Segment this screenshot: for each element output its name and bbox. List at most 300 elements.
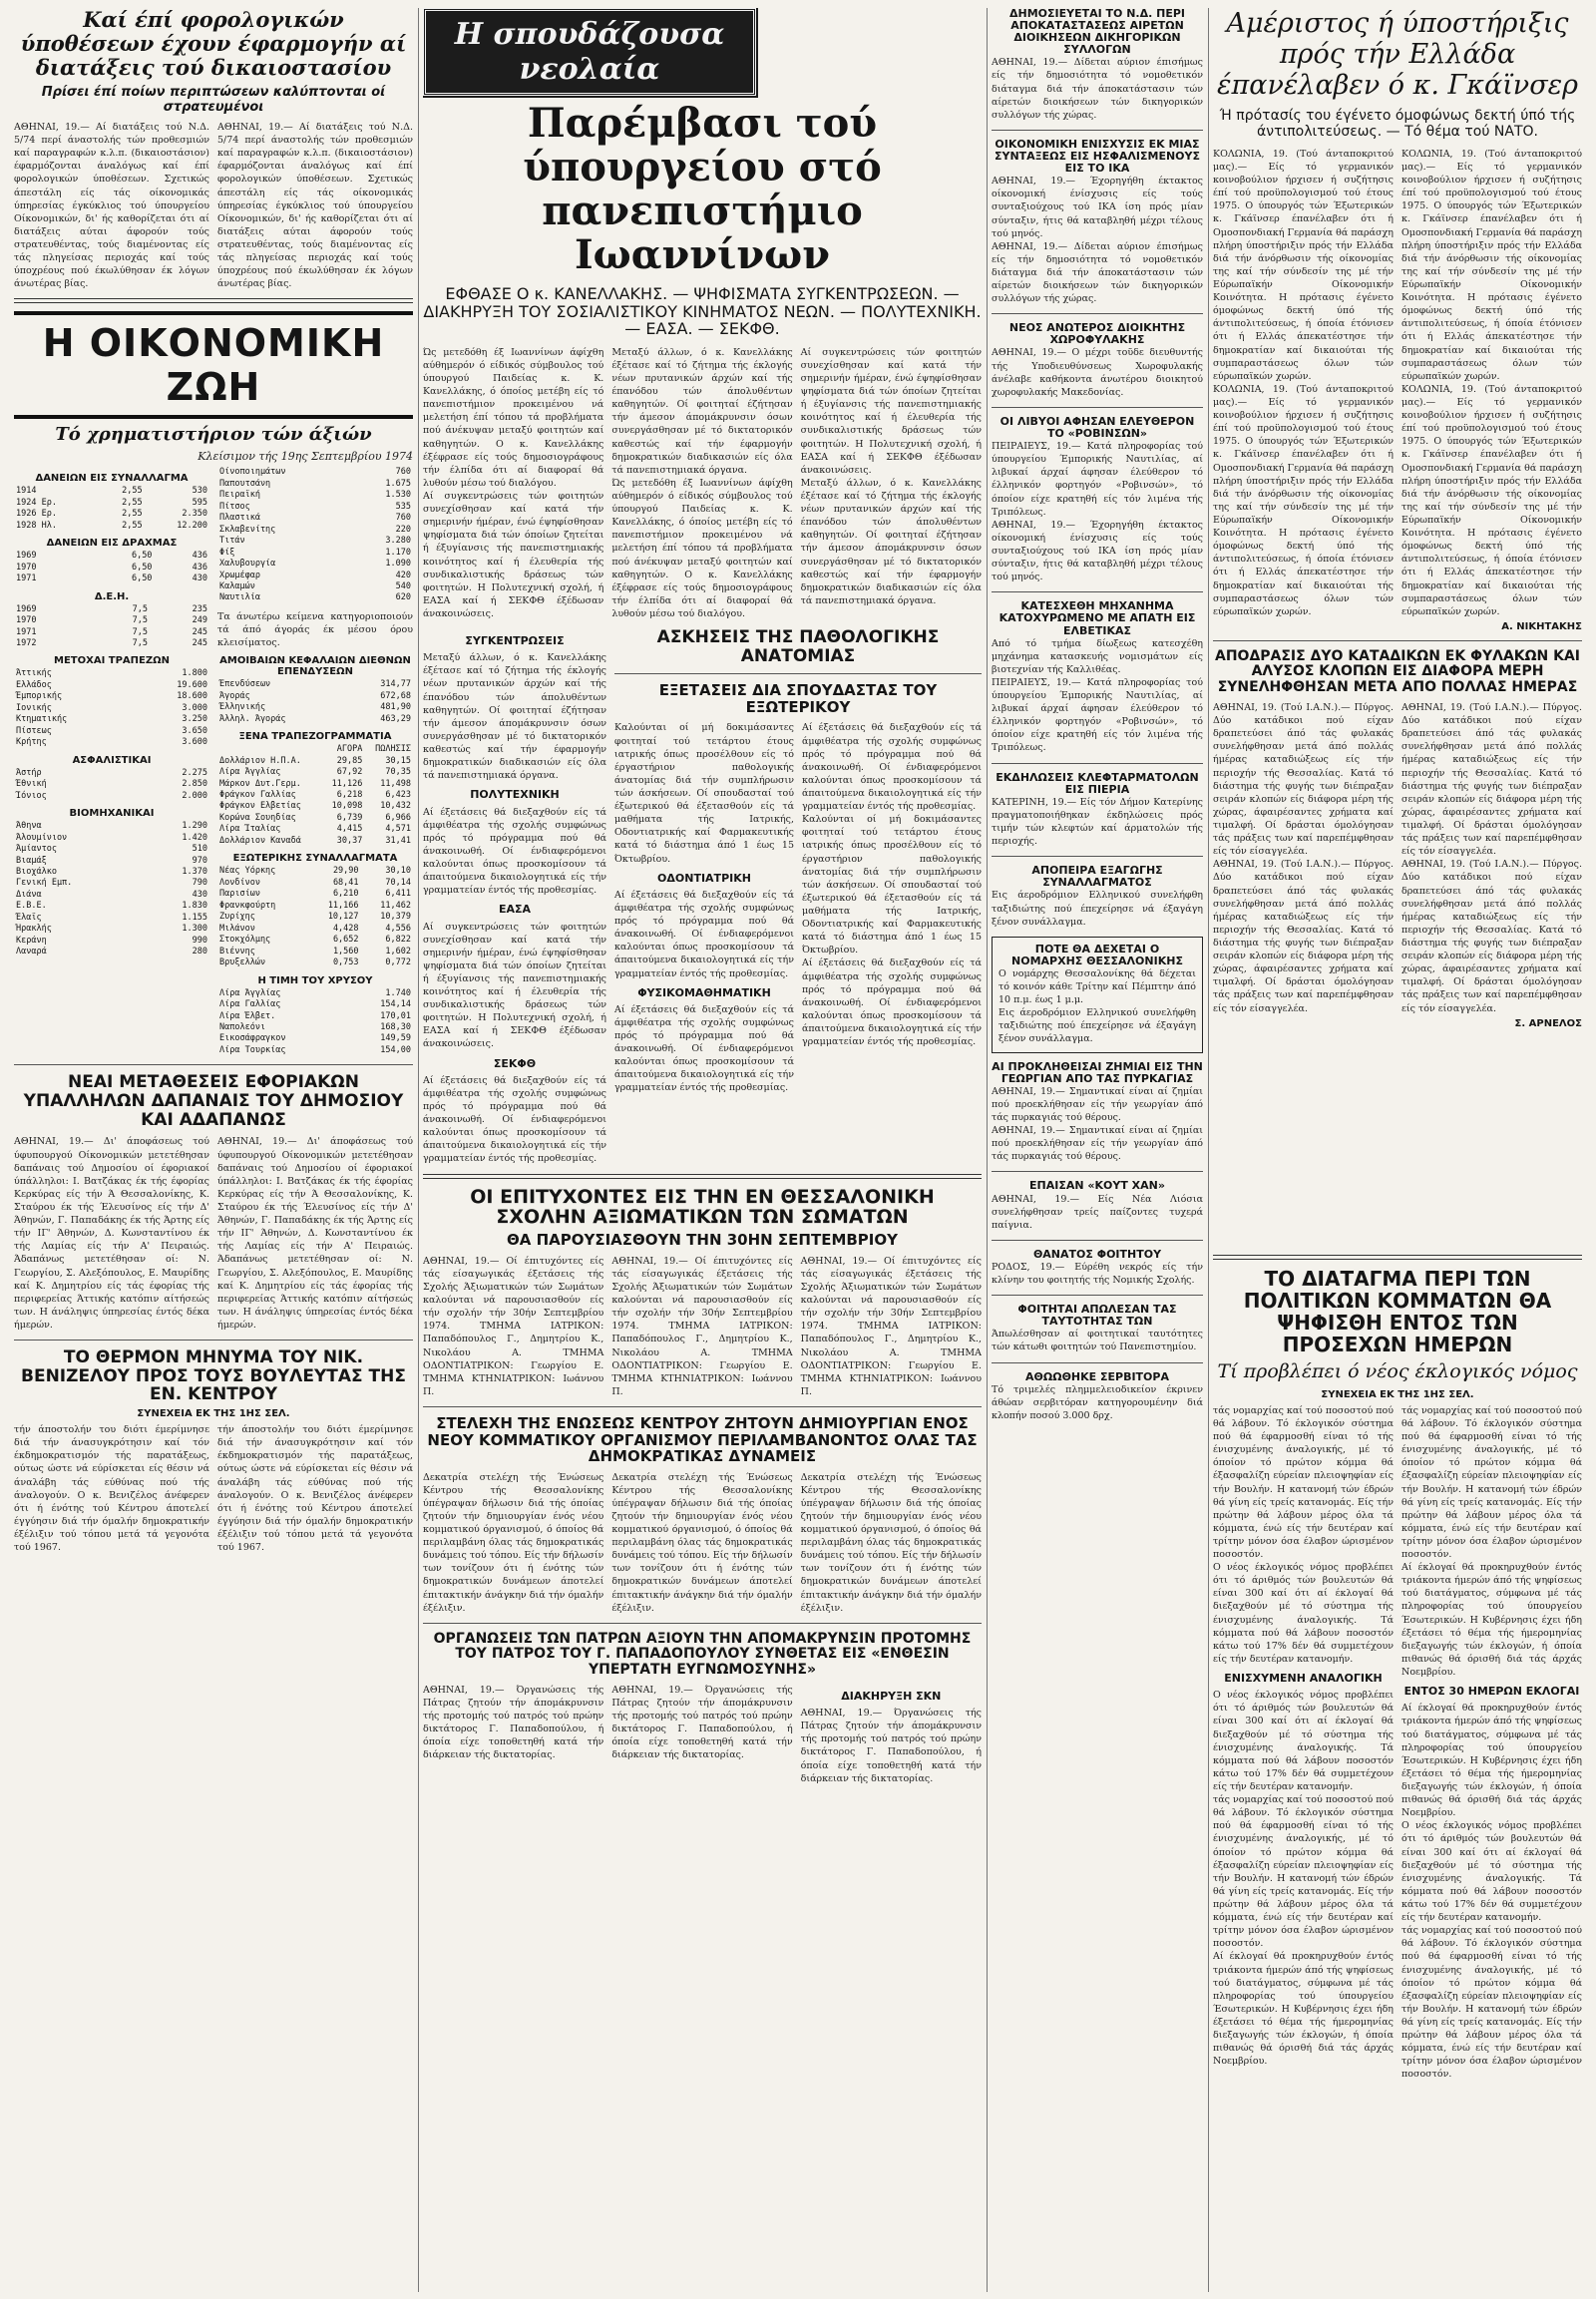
table-cell: Λίρα Άγγλίας — [219, 987, 281, 998]
table-cell: Τιτάν — [219, 536, 245, 547]
table-cell: 6,50 — [131, 574, 153, 584]
table-row — [14, 913, 209, 924]
table-cell: 6,210 — [332, 889, 359, 900]
table-row — [217, 502, 413, 513]
article-body: ΑΘΗΝΑΙ, 19.— Όργανώσεις τής Πάτρας ζητούν τήν άπομάκρυνσιν τής προτομής τού πατρός τού πρώην δικτάτορος Γ. Παπαδοπούλου, ή όποία είχε τοποθετηθή κατά τήν διάρκειαν τής δικτατορίας. — [800, 1708, 982, 1784]
quote-heading: Η ΤΙΜΗ ΤΟΥ ΧΡΥΣΟΥ — [257, 974, 373, 986]
table-cell: 67,92 — [336, 767, 363, 778]
subsection-title: ΣΕΚΦΘ — [493, 1056, 537, 1070]
table-row — [217, 767, 413, 778]
table-cell: 760 — [395, 467, 411, 478]
table-cell: 4,571 — [385, 824, 411, 835]
column-rule — [418, 8, 419, 2292]
subsection-title: ΔΙΑΚΗΡΥΞΗ ΣΚΝ — [841, 1689, 942, 1703]
table-row — [217, 536, 413, 547]
table-cell: 1924 Ερ. — [16, 497, 57, 508]
quotes-table — [217, 744, 413, 847]
article-body: τάς νομαρχίας καί τού ποσοστού πού θά λάβουν. Τό έκλογικόν σύστημα πού θά έφαρμοσθή είναι τό τής ένισχυμένης άναλογικής, μέ τό όποίον τό πρώτον κόμμα θά έξασφαλίζη εύρείαν πλειοψηφίαν είς τήν Βουλήν. Η κατανομή τών έδρών θά γίνη είς τρείς κατανομάς. Είς τήν πρώτην θά λάβουν μέρος όλα τά κόμματα, ένώ είς τήν δευτέραν καί τρίτην μόνον όσα έλαβον ώρισμένον ποσοστόν. — [1213, 1794, 1394, 1950]
table-row — [14, 936, 209, 947]
column-3 — [992, 8, 1203, 2292]
table-row — [217, 824, 413, 835]
article-body: Καλούνται οί μή δοκιμάσαντες φοιτηταί τού τετάρτου έτους ιατρικής όπως προσέλθουν είς τό έργαστήριον παθολογικής άνατομίας διά τήν συμπλήρωσιν τών άσκήσεων. Οί σπουδασταί τού έξωτερικού θά έξετασθούν είς τά μαθήματα τής Ιατρικής, Οδοντιατρικής καί Φαρμακευτικής κατά τό διάστημα άπό 1 έως 15 Όκτωβρίου. — [802, 814, 982, 957]
table-row — [217, 1022, 413, 1033]
article-body: ΚΟΛΩΝΙΑ, 19. (Τού άνταποκριτού μας).— Είς τό γερμανικόν κοινοβούλιον ήρχισεν ή συζήτησις έπί τού προϋπολογισμού τού έτους 1975. Ο ύπουργός τών Έξωτερικών κ. Γκάϊνσερ έπανέλαβεν ότι ή Ομοσπονδιακή Γερμανία θά παράσχη πλήρη ύποστήριξιν πρός τήν Ελλάδα διά τήν άνόρθωσιν τής οίκονομίας της καί τήν σύνδεσίν της μέ τήν Εύρωπαϊκήν Οίκονομικήν Κοινότητα. Η πρότασις έγένετο όμοφώνως δεκτή ύπό τής άντιπολιτεύσεως, ή όποία έτόνισεν ότι ή Ελλάς άπεκατέστησε τήν δημοκρατίαν καί δικαιούται τής συμπαραστάσεως όλων τών εύρωπαϊκών χωρών. — [1213, 383, 1394, 617]
section-title-economy: Η ΟΙΚΟΝΟΜΙΚΗ ΖΩΗ — [14, 311, 413, 419]
headline-pieria-events: ΕΚΔΗΛΩΣΕΙΣ ΚΛΕΦΤΑΡΜΑΤΟΛΩΝ ΕΙΣ ΠΙΕΡΙΑ — [996, 770, 1199, 796]
article-electoral-law — [1213, 1404, 1582, 2082]
article-body: ΑΘΗΝΑΙ, 19.— Έχορηγήθη έκτακτος οίκονομική ένίσχυσις είς τούς συνταξιούχους τού ΙΚΑ ίση πρός μίαν σύνταξιν, ήτις θά καταβληθή μέχρι τέλους τού μηνός. — [992, 176, 1203, 239]
table-cell: Ζυρίχης — [219, 912, 255, 923]
table-row — [14, 867, 209, 878]
headline-center-union: ΣΤΕΛΕΧΗ ΤΗΣ ΕΝΩΣΕΩΣ ΚΕΝΤΡΟΥ ΖΗΤΟΥΝ ΔΗΜΙΟΥΡΓΙΑΝ ΕΝΟΣ ΝΕΟΥ ΚΟΜΜΑΤΙΚΟΥ ΟΡΓΑΝΙΣΜΟΥ ΠΕΡΙΛΑΜΒΑΝΟΝΤΟΣ ΟΛΑΣ ΤΑΣ ΔΗΜΟΚΡΑΤΙΚΑΣ ΔΥΝΑΜΕΙΣ — [427, 1414, 978, 1466]
table-cell: Βιοχάλκο — [16, 867, 57, 878]
article-body: Αί έκλογαί θά προκηρυχθούν έντός τριάκοντα ήμερών άπό τής ψηφίσεως τού διατάγματος, σύμφωνα μέ τάς πληροφορίας τού ύπουργείου Έσωτερικών. Η Κυβέρνησις έχει ήδη έξετάσει τό θέμα τής ήμερομηνίας διεξαγωγής τών έκλογών, ή όποία πιθανώς θά όρισθή διά τάς άρχάς Νοεμβρίου. — [1401, 1562, 1582, 1679]
table-cell: 1.090 — [385, 559, 411, 570]
table-cell: 790 — [192, 878, 207, 889]
table-cell: 245 — [192, 626, 207, 637]
table-row — [217, 714, 413, 725]
quotes-table — [217, 467, 413, 604]
table-row — [14, 947, 209, 958]
article-body: Μεταξύ άλλων, ό κ. Κανελλάκης έξέτασε καί τό ζήτημα τής έκλογής νέων πρυτανικών άρχών καί τής έπανόδου τών άπολυθέντων καθηγητών. Οί φοιτηταί έζήτησαν τήν άμεσον άπομάκρυνσιν όσων συνεργάσθησαν μέ τό δικτατορικόν καθεστώς καί τήν έφαρμογήν δημοκρατικών διαδικασιών είς όλα τά πανεπιστημιακά όργανα. — [800, 477, 982, 606]
table-cell: 463,29 — [380, 713, 411, 724]
article-body: Αί έξετάσεις θά διεξαχθούν είς τά άμφιθέατρα τής σχολής συμφώνως πρός τό πρόγραμμα πού θά άνακοινωθή. Οί ένδιαφερόμενοι καλούνται όπως προσκομίσουν τά άπαιτούμενα δικαιολογητικά είς τήν γραμματείαν έντός τής προθεσμίας. — [614, 1003, 794, 1094]
table-cell: 220 — [395, 524, 411, 535]
table-cell: 672,68 — [380, 690, 411, 701]
table-cell: Ιονικής — [16, 702, 52, 713]
headline-parties-decree: ΤΟ ΔΙΑΤΑΓΜΑ ΠΕΡΙ ΤΩΝ ΠΟΛΙΤΙΚΩΝ ΚΟΜΜΑΤΩΝ ΘΑ ΨΗΦΙΣΘΗ ΕΝΤΟΣ ΤΩΝ ΠΡΟΣΕΧΩΝ ΗΜΕΡΩΝ — [1243, 1267, 1552, 1356]
table-row — [14, 833, 209, 844]
table-row — [14, 509, 209, 520]
column-1 — [14, 8, 413, 2292]
table-cell: Κορώνα Σουηδίας — [219, 812, 296, 823]
table-cell: 3.650 — [182, 725, 207, 736]
table-cell: Άστήρ — [16, 767, 42, 778]
table-cell: 6,50 — [131, 551, 153, 562]
table-cell: Λίρα Γαλλίας — [219, 999, 281, 1010]
byline: Σ. ΑΡΝΕΛΟΣ — [1514, 1017, 1582, 1029]
article-body: ΑΘΗΝΑΙ, 19.— Αί διατάξεις τού Ν.Δ. 5/74 περί άναστολής τών προθεσμιών καί παραγραφών κ.λ.π. (δικαιοστάσιον) έφαρμόζονται άναλόγως καί έπί φορολογικών ύποθέσεων. Σχετικώς άπεστάλη είς τάς οίκονομικάς ύπηρεσίας έγκύκλιος τού ύπουργείου Οίκονομικών, δι' ής καθορίζεται ότι αί διατάξεις αύται άφορούν τούς στρατευθέντας, τούς διαμένοντας είς τάς πληγείσας περιοχάς καί τούς ύποχρέους πού έκωλύθησαν έκ λόγων άνωτέρας βίας. — [14, 122, 209, 290]
headline-anatomy-exercises: ΑΣΚΗΣΕΙΣ ΤΗΣ ΠΑΘΟΛΟΓΙΚΗΣ ΑΝΑΤΟΜΙΑΣ — [656, 627, 940, 666]
divider — [992, 1240, 1203, 1241]
table-cell: 1971 — [16, 574, 37, 584]
table-row — [14, 768, 209, 779]
table-cell: 10,127 — [327, 912, 359, 923]
table-cell: Λίρα Ίταλίας — [219, 824, 281, 835]
table-cell: 990 — [192, 935, 207, 946]
table-row — [14, 821, 209, 832]
table-cell: 436 — [192, 562, 207, 573]
table-cell: Έθνική — [16, 779, 47, 790]
quote-heading: ΒΙΟΜΗΧΑΝΙΚΑΙ — [69, 808, 155, 820]
table-cell: 1,602 — [385, 946, 411, 957]
article-body: ΚΑΤΕΡΙΝΗ, 19.— Είς τόν Δήμον Κατερίνης πραγματοποιήθηκαν έκδηλώσεις πρός τιμήν τών κλεφτών καί άρματολών τής περιοχής. — [992, 796, 1203, 848]
table-cell: Άλουμίνιον — [16, 832, 68, 843]
article-body: ΚΟΛΩΝΙΑ, 19. (Τού άνταποκριτού μας).— Είς τό γερμανικόν κοινοβούλιον ήρχισεν ή συζήτησις έπί τού προϋπολογισμού τού έτους 1975. Ο ύπουργός τών Έξωτερικών κ. Γκάϊνσερ έπανέλαβεν ότι ή Ομοσπονδιακή Γερμανία θά παράσχη πλήρη ύποστήριξιν πρός τήν Ελλάδα διά τήν άνόρθωσιν τής οίκονομίας της καί τήν σύνδεσίν της μέ τήν Εύρωπαϊκήν Οίκονομικήν Κοινότητα. Η πρότασις έγένετο όμοφώνως δεκτή ύπό τής άντιπολιτεύσεως, ή όποία έτόνισεν ότι ή Ελλάς άπεκατέστησε τήν δημοκρατίαν καί δικαιούται τής συμπαραστάσεως όλων τών εύρωπαϊκών χωρών. — [1401, 148, 1582, 382]
table-cell: Φίξ — [219, 547, 235, 558]
article-tax-cases — [14, 121, 413, 290]
table-cell: Χαλυβουργία — [219, 559, 276, 570]
table-row — [14, 604, 209, 615]
headline-ika-aid: ΟΙΚΟΝΟΜΙΚΗ ΕΝΙΣΧΥΣΙΣ ΕΚ ΜΙΑΣ ΣΥΝΤΑΞΕΩΣ ΕΙΣ ΗΣΦΑΛΙΣΜΕΝΟΥΣ ΕΙΣ ΤΟ ΙΚΑ — [994, 137, 1200, 176]
table-cell: 7,5 — [132, 637, 148, 648]
quote-heading: ΞΕΝΑ ΤΡΑΠΕΖΟΓΡΑΜΜΑΤΙΑ — [238, 731, 392, 743]
article-body: Αί έξετάσεις θά διεξαχθούν είς τά άμφιθέατρα τής σχολής συμφώνως πρός τό πρόγραμμα πού θά άνακοινωθή. Οί ένδιαφερόμενοι καλούνται όπως προσκομίσουν τά άπαιτούμενα δικαιολογητικά είς τήν γραμματείαν έντός τής προθεσμίας. — [423, 806, 606, 897]
article-body: Τό τριμελές πλημμελειοδικείον έκρινεν άθώαν σερβιτόραν κατηγορουμένην διά κλοπήν ποσού 3.000 δρχ. — [992, 1383, 1203, 1421]
article-body: Αί έξετάσεις θά διεξαχθούν είς τά άμφιθέατρα τής σχολής συμφώνως πρός τό πρόγραμμα πού θά άνακοινωθή. Οί ένδιαφερόμενοι καλούνται όπως προσκομίσουν τά άπαιτούμενα δικαιολογητικά είς τήν γραμματείαν έντός τής προθεσμίας. — [423, 1074, 606, 1165]
table-cell: 11,498 — [380, 778, 411, 789]
article-body: ΚΟΛΩΝΙΑ, 19. (Τού άνταποκριτού μας).— Είς τό γερμανικόν κοινοβούλιον ήρχισεν ή συζήτησις έπί τού προϋπολογισμού τού έτους 1975. Ο ύπουργός τών Έξωτερικών κ. Γκάϊνσερ έπανέλαβεν ότι ή Ομοσπονδιακή Γερμανία θά παράσχη πλήρη ύποστήριξιν πρός τήν Ελλάδα διά τήν άνόρθωσιν τής οίκονομίας της καί τήν σύνδεσίν της μέ τήν Εύρωπαϊκήν Οίκονομικήν Κοινότητα. Η πρότασις έγένετο όμοφώνως δεκτή ύπό τής άντιπολιτεύσεως, ή όποία έτόνισεν ότι ή Ελλάς άπεκατέστησε τήν δημοκρατίαν καί δικαιούται τής συμπαραστάσεως όλων τών εύρωπαϊκών χωρών. — [1401, 383, 1582, 617]
quotes-area — [14, 467, 413, 1056]
headline-fire-damages: ΑΙ ΠΡΟΚΛΗΘΕΙΣΑΙ ΖΗΜΙΑΙ ΕΙΣ ΤΗΝ ΓΕΩΡΓΙΑΝ ΑΠΟ ΤΑΣ ΠΥΡΚΑΓΙΑΣ — [992, 1059, 1203, 1085]
table-cell: 1.170 — [385, 547, 411, 558]
table-cell: 6,218 — [336, 790, 363, 800]
divider — [992, 407, 1203, 408]
table-cell: Έλαϊς — [16, 912, 42, 923]
article-body: Εις άεροδρόμιον Ελληνικού συνελήφθη ταξιδιώτης πού έπεχείρησε νά έξαγάγη ξένον συνάλλαγμα. — [992, 890, 1203, 928]
article-body: Ο νέος έκλογικός νόμος προβλέπει ότι τό άριθμός τών βουλευτών θά είναι 300 καί ότι αί έκλογαί θά διεξαχθούν μέ τό σύστημα τής ένισχυμένης άναλογικής. Τά κόμματα πού θά λάβουν ποσοστόν κάτω τού 17% δέν θά συμμετέχουν είς τήν δευτέραν κατανομήν. — [1401, 1820, 1582, 1924]
quotes-table — [14, 604, 209, 650]
note-text: Τα άνωτέρω κείμενα κατηγοριοποιούν τά άπό άγοράς έκ μέσου όρου κλεισίματος. — [217, 610, 413, 649]
table-cell: 430 — [192, 889, 207, 900]
table-cell: 1.155 — [182, 912, 207, 923]
article-body: Αί έκλογαί θά προκηρυχθούν έντός τριάκοντα ήμερών άπό τής ψηφίσεως τού διατάγματος, σύμφωνα μέ τάς πληροφορίας τού ύπουργείου Έσωτερικών. Η Κυβέρνησις έχει ήδη έξετάσει τό θέμα τής ήμερομηνίας διεξαγωγής τών έκλογών, ή όποία πιθανώς θά όρισθή διά τάς άρχάς Νοεμβρίου. — [1401, 1703, 1582, 1819]
article-body: Εις άεροδρόμιον Ελληνικού συνελήφθη ταξιδιώτης πού έπεχείρησε νά έξαγάγη ξένον συνάλλαγμα. — [998, 1007, 1196, 1045]
table-cell: 1.675 — [385, 478, 411, 489]
quote-heading: ΑΜΟΙΒΑΙΩΝ ΚΕΦΑΛΑΙΩΝ ΔΙΕΘΝΩΝ ΕΠΕΝΔΥΣΕΩΝ — [219, 655, 411, 678]
exam-articles — [614, 721, 982, 1094]
table-row — [217, 790, 413, 801]
table-cell: Άμίαντος — [16, 844, 57, 855]
table-cell: Ίόνιος — [16, 790, 47, 801]
main-article — [423, 346, 982, 620]
headline-escape-convicts: ΑΠΟΔΡΑΣΙΣ ΔΥΟ ΚΑΤΑΔΙΚΩΝ ΕΚ ΦΥΛΑΚΩΝ ΚΑΙ ΑΛΥΣΟΣ ΚΛΟΠΩΝ ΕΙΣ ΔΙΑΦΟΡΑ ΜΕΡΗ ΣΥΝΕΛΗΦΘΗΣΑΝ ΜΕΤΑ ΑΠΟ ΠΟΛΛΑΣ ΗΜΕΡΑΣ — [1214, 647, 1581, 695]
parties-decree-block — [1213, 1255, 1582, 2292]
divider — [992, 763, 1203, 764]
section-banner-students: Η σπουδάζουσα νεολαία — [423, 8, 756, 96]
article-body: Αί έξετάσεις θά διεξαχθούν είς τά άμφιθέατρα τής σχολής συμφώνως πρός τό πρόγραμμα πού θά άνακοινωθή. Οί ένδιαφερόμενοι καλούνται όπως προσκομίσουν τά άπαιτούμενα δικαιολογητικά είς τήν γραμματείαν έντός τής προθεσμίας. — [614, 889, 794, 979]
table-cell: Άγοράς — [219, 690, 250, 701]
table-row — [217, 702, 413, 713]
article-body: ΑΘΗΝΑΙ, 19.— Έχορηγήθη έκτακτος οίκονομική ένίσχυσις είς τούς συνταξιούχους τού ΙΚΑ ίση πρός μίαν σύνταξιν, ήτις θά καταβληθή μέχρι τέλους τού μηνός. — [992, 519, 1203, 583]
section-subtitle-stock-exchange: Τό χρηματιστήριον τών άξιών — [55, 424, 372, 446]
divider — [1213, 640, 1582, 641]
table-cell: 170,01 — [380, 1010, 411, 1021]
article-body: ΠΕΙΡΑΙΕΥΣ, 19.— Κατά πληροφορίας τού ύπουργείου Έμπορικής Ναυτιλίας, αί λιβυκαί άρχαί άφησαν έλεύθερον τό έλληνικόν φορτηγόν «Ροβινσών», τό όποίον είχε κρατηθή είς τόν λιμένα τής Τριπόλεως. — [992, 441, 1203, 518]
article-body: ΑΘΗΝΑΙ, 19.— Δίδεται αύριον έπισήμως είς τήν δημοσιότητα τό νομοθετικόν διάταγμα διά τήν άποκατάστασιν τών αίρετών διοικήσεων τών δικηγορικών συλλόγων τής χώρας. — [992, 240, 1203, 305]
table-cell: Κεράνη — [16, 935, 47, 946]
table-cell: 1970 — [16, 562, 37, 573]
table-row — [217, 935, 413, 946]
article-body: τήν άποστολήν του διότι έμερίμνησε διά τήν άνασυγκρότησιν καί τόν έκδημοκρατισμόν τής παρατάξεως, ούτως ώστε νά εύρίσκεται είς θέσιν νά άναλάβη τάς εύθύνας πού τής άναλογούν. Ο κ. Βενιζέλος άνέφερεν ότι ή ένότης τού Κέντρου άποτελεί έγγύησιν διά τήν όμαλήν δημοκρατικήν έξέλιξιν τού τόπου μετά τά γεγονότα τού 1967. — [14, 1424, 209, 1554]
table-cell: Οίνοποιημάτων — [219, 467, 286, 478]
table-row — [217, 1011, 413, 1022]
table-cell: Βιέννης — [219, 946, 255, 957]
quote-heading: ΑΣΦΑΛΙΣΤΙΚΑΙ — [72, 754, 152, 766]
table-cell: 19.600 — [177, 679, 207, 690]
table-cell: 1969 — [16, 551, 37, 562]
table-cell: 1.300 — [182, 924, 207, 935]
article-body: ΑΘΗΝΑΙ, 19. (Τού Ι.Α.Ν.).— Πύργος. Δύο κατάδικοι πού είχαν δραπετεύσει άπό τάς φυλακάς συνελήφθησαν μετά άπό πολλάς ήμέρας καταδιώξεως είς τήν περιοχήν τής Θεσσαλίας. Κατά τό διάστημα τής φυγής των διέπραξαν σειράν κλοπών είς διάφορα μέρη τής χώρας, άφαιρέσαντες χρήματα καί τιμαλφή. Οί δράσται όμολόγησαν τάς πράξεις των καί παρεπέμφθησαν είς τόν είσαγγελέα. — [1213, 859, 1394, 1014]
table-row — [217, 889, 413, 900]
subsection-title: ΕΝΤΟΣ 30 ΗΜΕΡΩΝ ΕΚΛΟΓΑΙ — [1403, 1685, 1580, 1699]
article-body: Δεκατρία στελέχη τής Ένώσεως Κέντρου τής Θεσσαλονίκης ύπέγραψαν δήλωσιν διά τής όποίας ζητούν τήν δημιουργίαν ένός νέου κομματικού όργανισμού, ό όποίος θά περιλαμβάνη όλας τάς δημοκρατικάς δυνάμεις τού τόπου. Είς τήν δήλωσίν των τονίζουν ότι ή ένότης τών δημοκρατικών δυνάμεων άποτελεί έπιτακτικήν άνάγκην διά τήν όμαλήν έξέλιξιν. — [423, 1471, 604, 1614]
table-row — [217, 581, 413, 592]
article-body: Ώς μετεδόθη έξ Ιωαννίνων άφίχθη αύθημερόν ό είδικός σύμβουλος τού ύπουργού Παιδείας κ. Κ. Κανελλάκης, ό όποίος μετέβη είς τό πανεπιστήμιον προκειμένου νά μελετήση έπί τόπου τά προβλήματα πού άνέκυψαν μεταξύ φοιτητών καί καθηγητών. Ο κ. Κανελλάκης έξέφρασε είς τούς δημοσιογράφους τήν έλπίδα ότι αί διαφοραί θά λυθούν μέσω τού διαλόγου. — [611, 477, 793, 619]
table-row — [14, 486, 209, 497]
table-cell: 235 — [192, 603, 207, 614]
table-row — [217, 901, 413, 912]
table-cell: Έπενδύσεων — [219, 679, 271, 690]
table-row — [217, 912, 413, 923]
table-row — [217, 801, 413, 812]
table-row — [14, 521, 209, 532]
article-body: ΑΘΗΝΑΙ, 19.— Όργανώσεις τής Πάτρας ζητούν τήν άπομάκρυνσιν τής προτομής τού πατρός τού πρώην δικτάτορος Γ. Παπαδοπούλου, ή όποία είχε τοποθετηθή κατά τήν διάρκειαν τής δικτατορίας. — [611, 1684, 793, 1761]
divider — [423, 1623, 982, 1624]
byline: Α. ΝΙΚΗΤΑΚΗΣ — [1501, 620, 1582, 632]
table-cell: 10,098 — [331, 801, 363, 812]
table-cell: 249 — [192, 615, 207, 626]
table-cell: Μάρκον Δυτ.Γερμ. — [219, 778, 301, 789]
table-cell: Παπουτσάνη — [219, 478, 271, 489]
quotes-table — [217, 988, 413, 1057]
table-row — [217, 999, 413, 1010]
table-row — [14, 924, 209, 935]
table-row — [217, 779, 413, 790]
table-cell: 535 — [395, 501, 411, 512]
subsection-title: ΕΝΙΣΧΥΜΕΝΗ ΑΝΑΛΟΓΙΚΗ — [1224, 1672, 1383, 1686]
table-cell: Ναυτιλία — [219, 592, 260, 603]
divider — [992, 313, 1203, 314]
table-cell: 6,50 — [131, 562, 153, 573]
table-cell: 7,5 — [132, 626, 148, 637]
subsection-title: ΠΟΛΥΤΕΧΝΙΚΗ — [470, 788, 560, 802]
table-cell: Νέας Υόρκης — [219, 866, 276, 877]
table-cell: 245 — [192, 637, 207, 648]
table-cell: 70,14 — [385, 877, 411, 888]
table-cell: Πίστεως — [16, 725, 52, 736]
divider — [14, 1340, 413, 1341]
table-cell: 4,556 — [385, 923, 411, 934]
table-row — [14, 703, 209, 714]
subhead-tax-cases: Πρίσει έπί ποίων περιπτώσεων καλύπτονται οί στρατευμένοι — [41, 85, 386, 115]
table-cell: Λίρα Έλβετ. — [219, 1010, 276, 1021]
table-cell: 10,432 — [380, 801, 411, 812]
table-cell: Φράγκον Ελβετίας — [219, 801, 301, 812]
table-row — [14, 726, 209, 737]
table-cell: 3.600 — [182, 737, 207, 748]
table-cell: 481,90 — [380, 702, 411, 713]
table-cell: 1914 — [16, 486, 37, 497]
table-cell: Κτηματικής — [16, 714, 68, 725]
table-row — [14, 551, 209, 562]
article-tax-transfers — [14, 1135, 413, 1332]
table-cell: 154,14 — [380, 999, 411, 1010]
table-cell: 6,423 — [385, 790, 411, 800]
table-cell: Παρισίων — [219, 889, 260, 900]
lower-block — [423, 628, 982, 1165]
article-body: τάς νομαρχίας καί τού ποσοστού πού θά λάβουν. Τό έκλογικόν σύστημα πού θά έφαρμοσθή είναι τό τής ένισχυμένης άναλογικής, μέ τό όποίον τό πρώτον κόμμα θά έξασφαλίζη εύρείαν πλειοψηφίαν είς τήν Βουλήν. Η κατανομή τών έδρών θά γίνη είς τρείς κατανομάς. Είς τήν πρώτην θά λάβουν μέρος όλα τά κόμματα, ένώ είς τήν δευτέραν καί τρίτην μόνον όσα έλαβον ώρισμένον ποσοστόν. — [1213, 1404, 1394, 1561]
quotes-table — [217, 679, 413, 725]
article-body: ΑΘΗΝΑΙ, 19.— Δίδεται αύριον έπισήμως είς τήν δημοσιότητα τό νομοθετικόν διάταγμα διά τήν άποκατάστασιν τών αίρετών διοικήσεων τών δικηγορικών συλλόγων τής χώρας. — [992, 57, 1203, 121]
table-row — [217, 525, 413, 536]
article-body: Δεκατρία στελέχη τής Ένώσεως Κέντρου τής Θεσσαλονίκης ύπέγραψαν δήλωσιν διά τής όποίας ζητούν τήν δημιουργίαν ένός νέου κομματικού όργανισμού, ό όποίος θά περιλαμβάνη όλας τάς δημοκρατικάς δυνάμεις τού τόπου. Είς τήν δήλωσίν των τονίζουν ότι ή ένότης τών δημοκρατικών δυνάμεων άποτελεί έπιτακτικήν άνάγκην διά τήν όμαλήν έξέλιξιν. — [611, 1471, 793, 1614]
quotes-table — [14, 486, 209, 532]
table-cell: 2.850 — [182, 779, 207, 790]
table-row — [14, 574, 209, 584]
table-cell: Βρυξελλών — [219, 958, 266, 968]
table-cell: 314,77 — [380, 679, 411, 690]
table-cell: 30,10 — [385, 866, 411, 877]
table-row — [14, 791, 209, 802]
table-cell: Εικοσάφραγκον — [219, 1033, 286, 1044]
table-cell: 68,41 — [332, 877, 359, 888]
headline-currency-export: ΑΠΟΠΕΙΡΑ ΕΞΑΓΩΓΗΣ ΣΥΝΑΛΛΑΓΜΑΤΟΣ — [1031, 864, 1163, 890]
article-body: Αί συγκεντρώσεις τών φοιτητών συνεχίσθησαν καί κατά τήν σημερινήν ήμέραν, ένώ έψηφίσθησαν ψηφίσματα διά τών όποίων ζητείται ή έξυγίανσις τής πανεπιστημιακής κοινότητος καί ή έλευθερία τής συνδικαλιστικής δράσεως τών φοιτητών. Η Πολυτεχνική σχολή, ή ΕΑΣΑ καί ή ΣΕΚΦΘ έξέδωσαν άνακοινώσεις. — [423, 490, 604, 619]
article-body: ΑΘΗΝΑΙ, 19.— Όργανώσεις τής Πάτρας ζητούν τήν άπομάκρυνσιν τής προτομής τού πατρός τού πρώην δικτάτορος Γ. Παπαδοπούλου, ή όποία είχε τοποθετηθή κατά τήν διάρκειαν τής δικτατορίας. — [423, 1684, 604, 1761]
subhead-genscher-support: Ή πρότασίς του έγένετο όμοφώνως δεκτή ύπό τής άντιπολιτεύσεως. — Τό θέμα τού ΝΑΤΟ. — [1219, 108, 1576, 140]
table-cell: Ελλάδος — [16, 679, 52, 690]
quote-heading: ΜΕΤΟΧΑΙ ΤΡΑΠΕΖΩΝ — [54, 655, 170, 667]
table-cell: Ναπολεόνι — [219, 1021, 266, 1032]
headline-lost-ids: ΦΟΙΤΗΤΑΙ ΑΠΩΛΕΣΑΝ ΤΑΣ ΤΑΥΤΟΤΗΤΑΣ ΤΩΝ — [1017, 1303, 1177, 1329]
article-body: τήν άποστολήν του διότι έμερίμνησε διά τήν άνασυγκρότησιν καί τόν έκδημοκρατισμόν τής παρατάξεως, ούτως ώστε νά εύρίσκεται είς θέσιν νά άναλάβη τάς εύθύνας πού τής άναλογούν. Ο κ. Βενιζέλος άνέφερεν ότι ή ένότης τού Κέντρου άποτελεί έγγύησιν διά τήν όμαλήν δημοκρατικήν έξέλιξιν τού τόπου μετά τά γεγονότα τού 1967. — [217, 1424, 413, 1554]
table-row — [217, 467, 413, 478]
table-row — [14, 890, 209, 901]
headline-foreign-students-exams: ΕΞΕΤΑΣΕΙΣ ΔΙΑ ΣΠΟΥΔΑΣΤΑΣ ΤΟΥ ΕΞΩΤΕΡΙΚΟΥ — [658, 681, 938, 716]
divider — [1213, 1255, 1582, 1260]
headline-prefect-hours: ΠΟΤΕ ΘΑ ΔΕΧΕΤΑΙ Ο ΝΟΜΑΡΧΗΣ ΘΕΣΣΑΛΟΝΙΚΗΣ — [1011, 942, 1183, 967]
table-cell: 1.800 — [182, 668, 207, 679]
table-row — [217, 878, 413, 889]
table-cell: Δολλάριον Η.Π.Α. — [219, 755, 301, 766]
table-cell: Ε.Β.Ε. — [16, 901, 47, 912]
table-cell: 70,35 — [385, 767, 411, 778]
table-row — [217, 513, 413, 524]
table-cell: 29,90 — [332, 866, 359, 877]
table-cell: 1970 — [16, 615, 37, 626]
table-row — [217, 559, 413, 570]
table-cell: Βιαμάξ — [16, 855, 47, 866]
table-row — [217, 924, 413, 935]
table-cell: 4,415 — [336, 824, 363, 835]
table-row — [14, 714, 209, 725]
table-cell: Λαναρά — [16, 947, 47, 958]
table-cell: 2,55 — [122, 497, 143, 508]
table-cell: 18.600 — [177, 691, 207, 702]
table-cell: 6,822 — [385, 935, 411, 946]
divider — [992, 1295, 1203, 1296]
article-body: τάς νομαρχίας καί τού ποσοστού πού θά λάβουν. Τό έκλογικόν σύστημα πού θά έφαρμοσθή είναι τό τής ένισχυμένης άναλογικής, μέ τό όποίον τό πρώτον κόμμα θά έξασφαλίζη εύρείαν πλειοψηφίαν είς τήν Βουλήν. Η κατανομή τών έδρών θά γίνη είς τρείς κατανομάς. Είς τήν πρώτην θά λάβουν μέρος όλα τά κόμματα, ένώ είς τήν δευτέραν καί τρίτην μόνον όσα έλαβον ώρισμένον ποσοστόν. — [1401, 1404, 1582, 1561]
table-header-row — [217, 744, 413, 755]
closing-date: Κλείσιμον τής 19ης Σεπτεμβρίου 1974 — [198, 450, 413, 464]
main-headline: Παρέμβασι τού ύπουργείου στό πανεπιστήμιο Ιωαννίνων — [523, 100, 882, 278]
table-row — [217, 571, 413, 581]
table-cell: 1.830 — [182, 901, 207, 912]
subsection-title: ΟΔΟΝΤΙΑΤΡΙΚΗ — [657, 871, 751, 885]
table-cell: 2.275 — [182, 767, 207, 778]
divider — [992, 591, 1203, 592]
divider — [14, 298, 413, 303]
article-body: Ώς μετεδόθη έξ Ιωαννίνων άφίχθη αύθημερόν ό είδικός σύμβουλος τού ύπουργού Παιδείας κ. Κ. Κανελλάκης, ό όποίος μετέβη είς τό πανεπιστήμιον προκειμένου νά μελετήση έπί τόπου τά προβλήματα πού άνέκυψαν μεταξύ φοιτητών καί καθηγητών. Ο κ. Κανελλάκης έξέφρασε είς τούς δημοσιογράφους τήν έλπίδα ότι αί διαφοραί θά λυθούν μέσω τού διαλόγου. — [423, 346, 604, 489]
headline-patras-bust: ΟΡΓΑΝΩΣΕΙΣ ΤΩΝ ΠΑΤΡΩΝ ΑΞΙΟΥΝ ΤΗΝ ΑΠΟΜΑΚΡΥΝΣΙΝ ΠΡΟΤΟΜΗΣ ΤΟΥ ΠΑΤΡΟΣ ΤΟΥ Γ. ΠΑΠΑΔΟΠΟΥΛΟΥ ΣΥΝΘΕΤΑΣ ΕΙΣ «ΕΝΘΕΣΙΝ ΥΠΕΡΤΑΤΗ ΕΥΓΝΩΜΟΣΥΝΗΣ» — [433, 1630, 972, 1678]
column-2 — [423, 8, 982, 2292]
article-body: ΑΘΗΝΑΙ, 19.— Ο μέχρι τοῦδε διευθυντής τής Υποδιευθύνσεως Χωροφυλακής άνέλαβε καθήκοντα άνωτέρου διοικητού χωροφυλακής Μακεδονίας. — [992, 347, 1203, 398]
table-row — [14, 901, 209, 912]
table-row — [14, 638, 209, 649]
table-cell: 12.200 — [177, 520, 207, 531]
table-cell: 3.250 — [182, 714, 207, 725]
headline-libyans-release: ΟΙ ΛΙΒΥΟΙ ΑΦΗΣΑΝ ΕΛΕΥΘΕΡΟΝ ΤΟ «ΡΟΒΙΝΣΩΝ» — [999, 414, 1195, 441]
table-cell: Έλληνικής — [219, 702, 266, 713]
divider — [992, 1171, 1203, 1172]
quote-heading: Δ.Ε.Η. — [94, 590, 130, 602]
table-cell: 30,15 — [385, 755, 411, 766]
table-cell: 3.000 — [182, 702, 207, 713]
headline-machine-seized: ΚΑΤΕΣΧΕΘΗ ΜΗΧΑΝΗΜΑ ΚΑΤΟΧΥΡΩΜΕΝΟ ΜΕ ΑΠΑΤΗ ΕΙΣ ΕΛΒΕΤΙΚΑΣ — [998, 599, 1196, 637]
table-cell: 1971 — [16, 626, 37, 637]
divider — [992, 130, 1203, 131]
article-body: ΠΕΙΡΑΙΕΥΣ, 19.— Κατά πληροφορίας τού ύπουργείου Έμπορικής Ναυτιλίας, αί λιβυκαί άρχαί άφησαν έλεύθερον τό έλληνικόν φορτηγόν «Ροβινσών», τό όποίον είχε κρατηθή είς τόν λιμένα τής Τριπόλεως. — [992, 676, 1203, 754]
divider — [992, 1362, 1203, 1363]
table-cell: 1.420 — [182, 832, 207, 843]
continued-label: ΣΥΝΕΧΕΙΑ ΕΚ ΤΗΣ 1ΗΣ ΣΕΛ. — [137, 1408, 290, 1420]
newspaper-page — [14, 8, 1582, 2292]
article-body: Αί έξετάσεις θά διεξαχθούν είς τά άμφιθέατρα τής σχολής συμφώνως πρός τό πρόγραμμα πού θά άνακοινωθή. Οί ένδιαφερόμενοι καλούνται όπως προσκομίσουν τά άπαιτούμενα δικαιολογητικά είς τήν γραμματείαν έντός τής προθεσμίας. — [802, 958, 982, 1048]
article-body: Άπωλέσθησαν αί φοιτητικαί ταυτότητες τών κάτωθι φοιτητών τού Πανεπιστημίου. — [992, 1329, 1203, 1353]
table-cell: 31,41 — [385, 835, 411, 846]
table-row — [217, 988, 413, 999]
headline-gendarmerie-commander: ΝΕΟΣ ΑΝΩΤΕΡΟΣ ΔΙΟΙΚΗΤΗΣ ΧΩΡΟΦΥΛΑΚΗΣ — [1008, 321, 1186, 347]
article-center-union — [423, 1471, 982, 1615]
article-body: ΡΟΔΟΣ, 19.— Εύρέθη νεκρός είς τήν κλίνην του φοιτητής τής Νομικής Σχολής. — [992, 1261, 1203, 1287]
table-cell: 1,560 — [332, 946, 359, 957]
table-cell: Άττικής — [16, 668, 52, 679]
table-cell: 620 — [395, 592, 411, 603]
table-cell: 436 — [192, 551, 207, 562]
table-cell: 1.530 — [385, 490, 411, 501]
table-cell: Μιλάνον — [219, 923, 255, 934]
table-cell: 1926 Ερ. — [16, 509, 57, 520]
table-row — [217, 679, 413, 690]
table-cell: 430 — [192, 574, 207, 584]
article-body: ΑΘΗΝΑΙ, 19.— Σημαντικαί είναι αί ζημίαι πού προεκλήθησαν είς τήν γεωργίαν άπό τάς πυρκαγιάς τού θέρους. — [992, 1085, 1203, 1123]
main-subheadline: ΕΦΘΑΣΕ Ο κ. ΚΑΝΕΛΛΑΚΗΣ. — ΨΗΦΙΣΜΑΤΑ ΣΥΓΚΕΝΤΡΩΣΕΩΝ. — ΔΙΑΚΗΡΥΞΗ ΤΟΥ ΣΟΣΙΑΛΙΣΤΙΚΟΥ ΚΙΝΗΜΑΤΟΣ ΝΕΩΝ. — ΠΟΛΥΤΕΧΝΙΚΗ.— ΕΑΣΑ. — ΣΕΚΦΘ. — [423, 284, 982, 339]
article-body: ΑΘΗΝΑΙ, 19.— Οί έπιτυχόντες είς τάς είσαγωγικάς έξετάσεις τής Σχολής Άξιωματικών τών Σωμάτων καλούνται νά παρουσιασθούν είς τήν σχολήν τήν 30ήν Σεπτεμβρίου 1974. ΤΜΗΜΑ ΙΑΤΡΙΚΟΝ: Παπαδόπουλος Γ., Δημητρίου Κ., Νικολάου Α. ΤΜΗΜΑ ΟΔΟΝΤΙΑΤΡΙΚΟΝ: Γεωργίου Ε. ΤΜΗΜΑ ΚΤΗΝΙΑΤΡΙΚΟΝ: Ιωάννου Π. — [423, 1255, 604, 1397]
headline-gambling: ΕΠΑΙΣΑΝ «ΚΟΥΤ ΧΑΝ» — [1029, 1179, 1165, 1193]
article-body: Αί έκλογαί θά προκηρυχθούν έντός τριάκοντα ήμερών άπό τής ψηφίσεως τού διατάγματος, σύμφωνα μέ τάς πληροφορίας τού ύπουργείου Έσωτερικών. Η Κυβέρνησις έχει ήδη έξετάσει τό θέμα τής ήμερομηνίας διεξαγωγής τών έκλογών, ή όποία πιθανώς θά όρισθή διά τάς άρχάς Νοεμβρίου. — [1213, 1951, 1394, 2068]
table-cell: 280 — [192, 947, 207, 958]
table-cell: Γενική Εμπ. — [16, 878, 73, 889]
article-body: ΑΘΗΝΑΙ, 19.— Δι' άποφάσεως τού ύφυπουργού Οίκονομικών μετετέθησαν δαπάναις τού Δημοσίου οί έφοριακοί ύπάλληλοι: Ι. Βατζάκας έκ τής έφορίας Κερκύρας είς τήν Ά Θεσσαλονίκης, Κ. Σταύρου έκ τής Έλευσίνος είς τήν Δ' Άθηνών, Γ. Παπαδάκης έκ τής Άρτης είς τήν ΙΓ' Άθηνών, Δ. Κωνσταντίνου έκ τής Λαμίας είς τήν Α' Πειραιώς. Άδαπάνως μετετέθησαν οί: Ν. Γεωργίου, Σ. Αλεξόπουλος, Ε. Μαυρίδης καί Κ. Δημητρίου είς τάς έφορίας τής περιφερείας Άττικής κατόπιν αίτήσεώς των. Η άνάληψις ύπηρεσίας έντός δέκα ήμερών. — [217, 1136, 413, 1331]
article-body: Ο νομάρχης Θεσσαλονίκης θά δέχεται τό κοινόν κάθε Τρίτην καί Πέμπτην άπό 10 π.μ. έως 1 μ.μ. — [998, 967, 1196, 1006]
table-row — [217, 548, 413, 559]
table-cell: Φράγκον Γαλλίας — [219, 790, 296, 800]
table-cell: 4,428 — [332, 923, 359, 934]
article-body: ΑΘΗΝΑΙ, 19.— Σημαντικαί είναι αί ζημίαι πού προεκλήθησαν είς τήν γεωργίαν άπό τάς πυρκαγιάς τού θέρους. — [992, 1125, 1203, 1163]
table-row — [217, 592, 413, 603]
table-cell: Πίτσος — [219, 501, 250, 512]
table-row — [217, 836, 413, 847]
article-body: τάς νομαρχίας καί τού ποσοστού πού θά λάβουν. Τό έκλογικόν σύστημα πού θά έφαρμοσθή είναι τό τής ένισχυμένης άναλογικής, μέ τό όποίον τό πρώτον κόμμα θά έξασφαλίζη εύρείαν πλειοψηφίαν είς τήν Βουλήν. Η κατανομή τών έδρών θά γίνη είς τρείς κατανομάς. Είς τήν πρώτην θά λάβουν μέρος όλα τά κόμματα, ένώ είς τήν δευτέραν καί τρίτην μόνον όσα έλαβον ώρισμένον ποσοστόν. — [1401, 1925, 1582, 2081]
table-row — [217, 866, 413, 877]
table-row — [14, 615, 209, 626]
table-row — [217, 813, 413, 824]
table-row — [14, 627, 209, 638]
headline-student-death: ΘΑΝΑΤΟΣ ΦΟΙΤΗΤΟΥ — [1032, 1247, 1162, 1261]
headline-genscher-support: Αμέριστος ή ύποστήριξις πρός τήν Ελλάδα έπανέλαβεν ό κ. Γκάϊνσερ — [1217, 8, 1578, 102]
article-body: ΑΘΗΝΑΙ, 19.— Οί έπιτυχόντες είς τάς είσαγωγικάς έξετάσεις τής Σχολής Άξιωματικών τών Σωμάτων καλούνται νά παρουσιασθούν είς τήν σχολήν τήν 30ήν Σεπτεμβρίου 1974. ΤΜΗΜΑ ΙΑΤΡΙΚΟΝ: Παπαδόπουλος Γ., Δημητρίου Κ., Νικολάου Α. ΤΜΗΜΑ ΟΔΟΝΤΙΑΤΡΙΚΟΝ: Γεωργίου Ε. ΤΜΗΜΑ ΚΤΗΝΙΑΤΡΙΚΟΝ: Ιωάννου Π. — [800, 1255, 982, 1397]
